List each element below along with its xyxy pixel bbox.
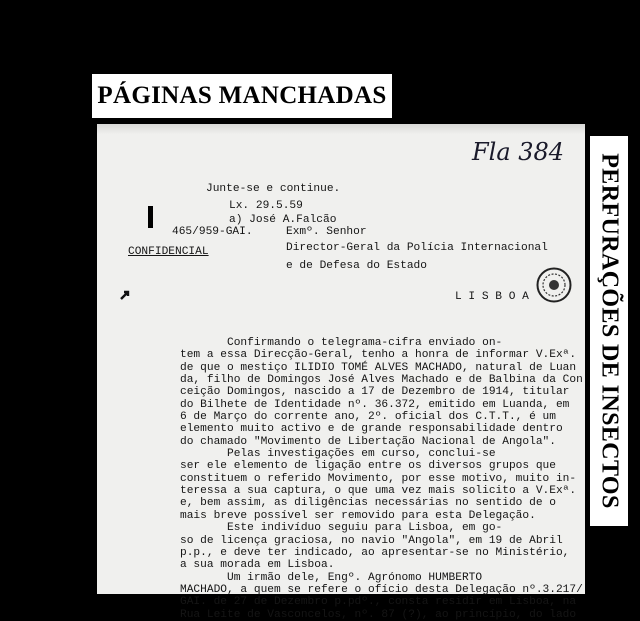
- despacho-line-1: Junte-se e continue.: [206, 183, 341, 195]
- body-line: mais breve possível ser removido para esta Delegação.: [180, 509, 536, 522]
- official-stamp-seal: [536, 267, 572, 303]
- arrow-mark-icon: [118, 288, 132, 302]
- body-line: de que o mestiço ILIDIO TOMÉ ALVES MACHADO, natural de Luan: [180, 361, 577, 374]
- body-line: p.p., e deve ter indicado, ao apresentar-se no Ministério,: [180, 546, 570, 559]
- punch-hole-mark: [148, 206, 153, 228]
- body-line: Rua Leite de Vasconcelos, nº. 87 (?), ao princípio, do lado: [180, 608, 577, 621]
- folio-number: Fla 384: [472, 138, 565, 166]
- body-line: ceição Domingos, nascido a 17 de Dezembro de 1914, titular: [180, 386, 570, 399]
- body-line: Confirmando o telegrama-cifra enviado on-: [180, 337, 503, 349]
- body-line: Um irmão dele, Engº. Agrónomo HUMBERTO: [180, 571, 483, 584]
- body-line: Este indivíduo seguiu para Lisboa, em go-: [180, 522, 503, 535]
- body-line: a sua morada em Lisboa.: [180, 559, 335, 572]
- body-line: ser ele elemento de ligação entre os diversos grupos que: [180, 460, 556, 473]
- classification-label: CONFIDENCIAL: [128, 246, 209, 258]
- body-line: e, bem assim, as diligências necessárias no sentido de o: [180, 497, 556, 510]
- body-line: constituem o referido Movimento, por esse motivo, muito in-: [180, 472, 577, 485]
- body-line: GAI. de 27 de Dezembro p.pdº., consta residir em Lisboa, na: [180, 596, 577, 609]
- body-line: do Bilhete de Identidade nº. 36.372, emitido em Luanda, em: [180, 398, 570, 411]
- body-line: tem a essa Direcção-Geral, tenho a honra de informar V.Exª.: [180, 349, 577, 362]
- body-line: do chamado "Movimento de Libertação Nacional de Angola".: [180, 435, 556, 448]
- body-line: da, filho de Domingos José Alves Machado e de Balbina da Con: [180, 374, 583, 387]
- salutation: Exmº. Senhor: [286, 226, 367, 238]
- body-line: elemento muito activo e de grande responsabilidade dentro: [180, 423, 563, 436]
- addressee-title-2: e de Defesa do Estado: [286, 260, 427, 272]
- body-line: MACHADO, a quem se refere o ofício desta Delegação nº.3.217/: [180, 583, 583, 596]
- body-line: so de licença graciosa, no navio "Angola", em 19 de Abril: [180, 534, 563, 547]
- reference-number: 465/959-GAI.: [172, 226, 253, 238]
- despacho-signature: a) José A.Falcão: [229, 214, 337, 226]
- label-stained-pages: PÁGINAS MANCHADAS: [92, 74, 392, 118]
- despacho-date: Lx. 29.5.59: [229, 200, 303, 212]
- body-line: teressa a sua captura, o que uma vez mais solicito a V.Exª.: [180, 485, 577, 498]
- body-line: Pelas investigações em curso, conclui-se: [180, 448, 496, 461]
- addressee-city: L I S B O A: [455, 291, 529, 303]
- letter-body: [180, 337, 590, 621]
- label-insect-perforations-text: PERFURAÇÕES DE INSECTOS: [596, 153, 623, 509]
- addressee-title-1: Director-Geral da Polícia Internacional: [286, 242, 548, 254]
- label-insect-perforations: [590, 136, 628, 526]
- body-line: 6 de Março do corrente ano, 2º. oficial dos C.T.T., é um: [180, 411, 556, 424]
